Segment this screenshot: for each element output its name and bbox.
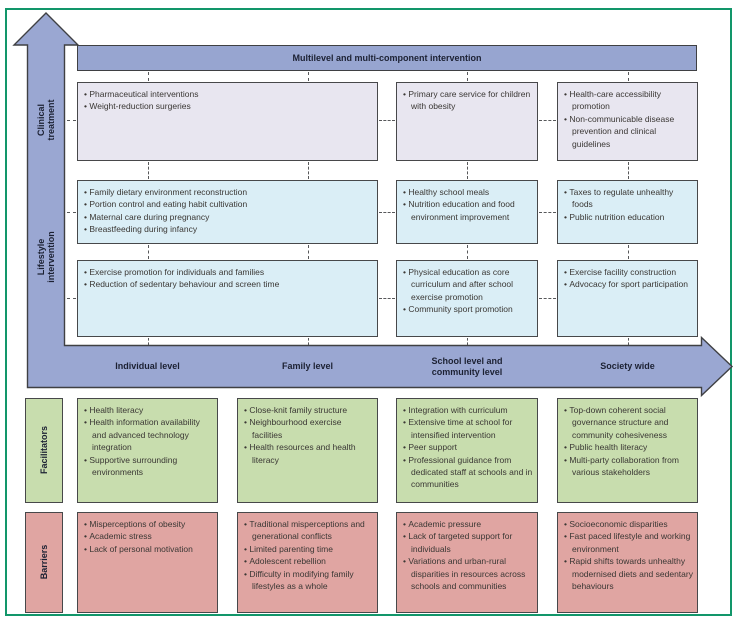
bullet-item: • Close-knit family structure	[244, 404, 373, 416]
bullet-item: • Exercise facility construction	[564, 266, 693, 278]
bullet-item: • Health-care accessibility promotion	[564, 88, 693, 113]
dashed-connector-vertical	[308, 338, 309, 345]
bullet-item: • Non-communicable disease prevention and clinical guidelines	[564, 113, 693, 150]
dashed-connector-vertical	[148, 245, 149, 259]
dashed-connector-vertical	[628, 338, 629, 345]
bullet-item: • Rapid shifts towards unhealthy modernised diets and sedentary behaviours	[564, 555, 693, 592]
dashed-connector-horizontal	[67, 212, 76, 213]
dashed-connector-vertical	[308, 72, 309, 81]
bullet-item: • Reduction of sedentary behaviour and screen time	[84, 278, 373, 290]
diet-box-individual-family	[77, 180, 378, 244]
bullet-item: • Academic pressure	[403, 518, 533, 530]
clinical-box-individual-family	[77, 82, 378, 161]
exercise-box-individual-family	[77, 260, 378, 337]
bullet-item: • Traditional misperceptions and generational conflicts	[244, 518, 373, 543]
bullet-list	[397, 261, 537, 319]
bullet-item: • Taxes to regulate unhealthy foods	[564, 186, 693, 211]
bullet-item: • Breastfeeding during infancy	[84, 223, 373, 235]
bullet-item: • Adolescent rebellion	[244, 555, 373, 567]
bullet-list	[558, 261, 697, 294]
bullet-item: • Socioeconomic disparities	[564, 518, 693, 530]
dashed-connector-vertical	[628, 72, 629, 81]
bullet-item: • Difficulty in modifying family lifestyles as a whole	[244, 568, 373, 593]
bullet-item: • Pharmaceutical interventions	[84, 88, 373, 100]
bullet-item: • Primary care service for children with obesity	[403, 88, 533, 113]
barriers-box-society	[557, 512, 698, 613]
dashed-connector-vertical	[467, 72, 468, 81]
bullet-list	[78, 261, 377, 294]
facilitators-box-school	[396, 398, 538, 503]
bullet-item: • Academic stress	[84, 530, 213, 542]
facilitators-box-individual	[77, 398, 218, 503]
bullet-item: • Lack of targeted support for individuals	[403, 530, 533, 555]
bullet-item: • Nutrition education and food environment improvement	[403, 198, 533, 223]
bullet-list	[78, 181, 377, 239]
bullet-item: • Physical education as core curriculum and after school exercise promotion	[403, 266, 533, 303]
facilitators-box-family	[237, 398, 378, 503]
clinical-box-school	[396, 82, 538, 161]
bullet-list	[558, 399, 697, 481]
bullet-item: • Family dietary environment reconstruction	[84, 186, 373, 198]
dashed-connector-horizontal	[67, 298, 76, 299]
diet-box-school	[396, 180, 538, 244]
bullet-item: • Variations and urban-rural disparities in resources across schools and communities	[403, 555, 533, 592]
bullet-list	[397, 181, 537, 226]
dashed-connector-horizontal	[379, 212, 395, 213]
bullet-item: • Advocacy for sport participation	[564, 278, 693, 290]
barriers-box-school	[396, 512, 538, 613]
dashed-connector-horizontal	[539, 212, 556, 213]
dashed-connector-horizontal	[67, 120, 76, 121]
diet-box-society	[557, 180, 698, 244]
bullet-item: • Supportive surrounding environments	[84, 454, 213, 479]
bullet-item: • Portion control and eating habit cultivation	[84, 198, 373, 210]
bullet-item: • Exercise promotion for individuals and families	[84, 266, 373, 278]
x-axis-label-individual: Individual level	[115, 361, 180, 372]
bullet-item: • Health information availability and advanced technology integration	[84, 416, 213, 453]
dashed-connector-vertical	[148, 338, 149, 345]
bullet-item: • Maternal care during pregnancy	[84, 211, 373, 223]
dashed-connector-vertical	[467, 338, 468, 345]
bullet-list	[397, 83, 537, 116]
bullet-list	[558, 83, 697, 153]
y-axis-label-lifestyle-intervention: Lifestyle intervention	[35, 231, 56, 283]
bullet-item: • Health literacy	[84, 404, 213, 416]
bullet-item: • Limited parenting time	[244, 543, 373, 555]
exercise-box-society	[557, 260, 698, 337]
bullet-item: • Integration with curriculum	[403, 404, 533, 416]
bullet-item: • Misperceptions of obesity	[84, 518, 213, 530]
clinical-box-society	[557, 82, 698, 161]
bullet-item: • Lack of personal motivation	[84, 543, 213, 555]
bullet-item: • Public health literacy	[564, 441, 693, 453]
facilitators-label: Facilitators	[38, 426, 49, 475]
dashed-connector-horizontal	[539, 298, 556, 299]
y-axis-label-clinical-treatment: Clinical treatment	[35, 99, 56, 141]
dashed-connector-vertical	[148, 72, 149, 81]
dashed-connector-vertical	[308, 245, 309, 259]
barriers-box-family	[237, 512, 378, 613]
banner-multilevel-intervention	[77, 45, 697, 71]
x-axis-label-school-community	[396, 346, 538, 388]
dashed-connector-vertical	[467, 245, 468, 259]
dashed-connector-horizontal	[379, 298, 395, 299]
dashed-connector-vertical	[308, 162, 309, 179]
bullet-item: • Multi-party collaboration from various stakeholders	[564, 454, 693, 479]
exercise-box-school	[396, 260, 538, 337]
bullet-list	[558, 513, 697, 595]
bullet-item: • Top-down coherent social governance structure and community cohesiveness	[564, 404, 693, 441]
bullet-item: • Professional guidance from dedicated staff at schools and in communities	[403, 454, 533, 491]
x-axis-label-family: Family level	[281, 361, 334, 372]
bullet-list	[238, 513, 377, 595]
bullet-item: • Public nutrition education	[564, 211, 693, 223]
dashed-connector-vertical	[148, 162, 149, 179]
dashed-connector-vertical	[628, 245, 629, 259]
x-axis-label-society: Society wide	[600, 361, 655, 372]
bullet-list	[397, 513, 537, 595]
bullet-item: • Extensive time at school for intensified intervention	[403, 416, 533, 441]
barriers-label: Barriers	[38, 544, 49, 580]
bullet-item: • Healthy school meals	[403, 186, 533, 198]
barriers-box-individual	[77, 512, 218, 613]
x-axis-label-text: School level and community level	[431, 355, 503, 377]
dashed-connector-vertical	[628, 162, 629, 179]
bullet-item: • Peer support	[403, 441, 533, 453]
bullet-list	[78, 83, 377, 116]
bullet-item: • Community sport promotion	[403, 303, 533, 315]
facilitators-box-society	[557, 398, 698, 503]
bullet-list	[78, 513, 217, 558]
banner-label: Multilevel and multi-component intervention	[292, 53, 482, 63]
dashed-connector-horizontal	[539, 120, 556, 121]
bullet-item: • Neighbourhood exercise facilities	[244, 416, 373, 441]
bullet-list	[78, 399, 217, 481]
dashed-connector-horizontal	[379, 120, 395, 121]
dashed-connector-vertical	[467, 162, 468, 179]
bullet-list	[238, 399, 377, 469]
bullet-item: • Health resources and health literacy	[244, 441, 373, 466]
bullet-item: • Fast paced lifestyle and working environment	[564, 530, 693, 555]
bullet-list	[558, 181, 697, 226]
bullet-item: • Weight-reduction surgeries	[84, 100, 373, 112]
bullet-list	[397, 399, 537, 494]
